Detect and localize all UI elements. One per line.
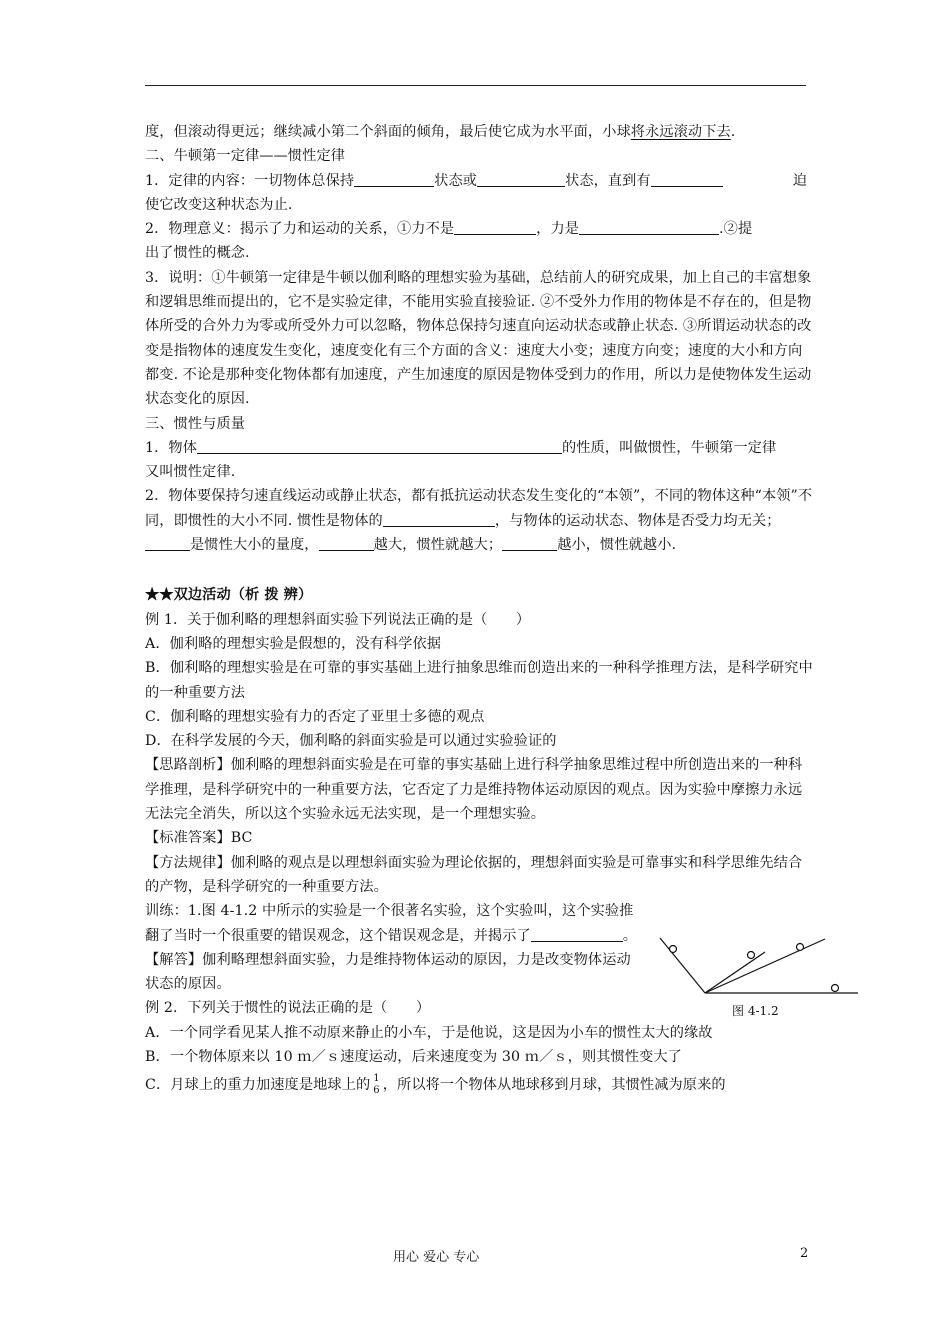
inertia-1: 1．物体 的性质，叫做惯性，牛顿第一定律: [145, 439, 777, 456]
fill-blank[interactable]: [319, 536, 374, 551]
figure-caption: 图 4-1.2: [732, 1004, 779, 1018]
option-d: D．在科学发展的今天，伽利略的斜面实验是可以通过实验验证的: [145, 733, 557, 750]
example-question: 例 2．下列关于惯性的说法正确的是（ ）: [145, 1000, 431, 1017]
text-line: 度，但滚动得更远；继续减小第二个斜面的倾角，最后使它成为水平面，小球将永远滚动下去.: [145, 124, 736, 140]
fill-blank[interactable]: [651, 172, 723, 187]
inertia-2: 2．物体要保持匀速直线运动或静止状态，都有抵抗运动状态发生变化的“本领”，不同的物体这种“本领”不同，即惯性的大小不同. 惯性是物体的 ，与物体的运动状态、物体是否受力均无关；是惯性大小的量度， 越大，惯性就越大； 越小，惯性就越小.: [145, 488, 813, 554]
explanation-paragraph: 3．说明：①牛顿第一定律是牛顿以伽利略的理想实验为基础，总结前人的研究成果，加上自己的丰富想象和逻辑思维而提出的，它不是实验定律，不能用实验直接验证. ②不受外力作用的物体是不存在的，但是物体所受的合外力为零或所受外力可以忽略，物体总保持匀速直向运动状态或静止状态. ③所谓运动状态的改变是指物体的速度发生变化，速度变化有三个方面的含义：速度大小变；速度方向变；速度的大小和方向都变. 不论是那种变化物体都有加速度，产生加速度的原因是物体受到力的作用，所以力是使物体发生运动状态变化的原因.: [145, 269, 812, 408]
ball: [797, 944, 804, 951]
text-line: 又叫惯性定律.: [145, 464, 236, 481]
method-paragraph: 【方法规律】伽利略的观点是以理想斜面实验为理论依据的，理想斜面实验是可靠事实和科学思维先结合的产物，是科学研究的一种重要方法。: [145, 854, 803, 895]
left-slope: [660, 938, 705, 993]
footer-motto: 用心 爱心 专心: [393, 1250, 480, 1265]
example-question: 例 1．关于伽利略的理想斜面实验下列说法正确的是（ ）: [145, 611, 531, 628]
activity-heading: ★★双边活动（析 拨 辨）: [145, 587, 313, 604]
fill-blank[interactable]: [145, 536, 190, 551]
fill-blank[interactable]: [531, 927, 623, 942]
fill-blank[interactable]: [502, 536, 557, 551]
solution-paragraph: 【解答】伽利略理想斜面实验，力是维持物体运动的原因，力是改变物体运动状态的原因。: [145, 951, 631, 993]
training-paragraph: 训练：1.图 4-1.2 中所示的实验是一个很著名实验，这个实验叫，这个实验推翻了当时一个很重要的错误观念，这个错误观念是，并揭示了 。: [145, 903, 638, 944]
shallow-slope: [705, 939, 825, 993]
ball: [832, 985, 839, 992]
text-line: 出了惯性的概念.: [145, 245, 250, 262]
fill-blank[interactable]: [197, 439, 562, 454]
fill-blank[interactable]: [383, 512, 495, 527]
page-number: 2: [800, 1246, 809, 1261]
mid-slope: [705, 952, 765, 993]
fill-blank[interactable]: [477, 172, 565, 187]
answer-line: 【标准答案】BC: [145, 830, 253, 847]
option-c: C．月球上的重力加速度是地球上的 1 6 ，所以将一个物体从地球移到月球，其惯性减为原来的: [145, 1073, 726, 1097]
fill-blank[interactable]: [454, 220, 536, 235]
section-heading: 三、惯性与质量: [145, 415, 246, 432]
definition-2: 2．物理意义：揭示了力和运动的关系，①力不是 ，力是 .②提: [145, 221, 753, 238]
option-a: A．伽利略的理想实验是假想的，没有科学依据: [145, 635, 442, 652]
section-heading: 二、牛顿第一定律——惯性定律: [145, 148, 346, 165]
analysis-paragraph: 【思路剖析】伽利略的理想斜面实验是在可靠的事实基础上进行科学抽象思维过程中所创造出来的一种科学推理，是科学研究中的一种重要方法，它否定了力是维持物体运动原因的观点。因为实验中摩擦力永远无法完全消失，所以这个实验永远无法实现，是一个理想实验。: [145, 757, 803, 823]
option-a: A．一个同学看见某人推不动原来静止的小车，于是他说，这是因为小车的惯性太大的缘故: [145, 1024, 713, 1041]
definition-1: 1．定律的内容：一切物体总保持 状态或 状态，直到有 迫: [145, 172, 807, 189]
option-c: C．伽利略的理想实验有力的否定了亚里士多德的观点: [145, 708, 485, 725]
ball: [748, 952, 755, 959]
header-rule: [145, 85, 806, 86]
option-b: B．伽利略的理想实验是在可靠的事实基础上进行抽象思维而创造出来的一种科学推理方法，是科学研究中的一种重要方法: [145, 660, 813, 701]
ball: [670, 946, 677, 953]
option-b: B．一个物体原来以 10 ｍ／ｓ速度运动，后来速度变为 30 ｍ／ｓ，则其惯性变大了: [145, 1048, 682, 1065]
text-line: 使它改变这种状态为止.: [145, 196, 293, 213]
fill-blank[interactable]: [354, 172, 434, 187]
fraction: 1 6: [373, 1073, 380, 1097]
underlined-phrase: 将永远滚动下去: [630, 124, 731, 140]
fill-blank[interactable]: [579, 220, 719, 235]
